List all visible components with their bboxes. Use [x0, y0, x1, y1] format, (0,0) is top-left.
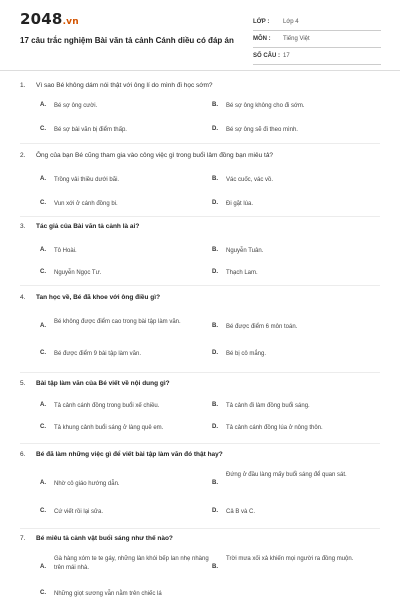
option-text: Đứng ở đầu làng mấy buổi sáng để quan sát.	[226, 472, 347, 478]
divider	[20, 143, 380, 144]
meta-row-grade	[253, 14, 381, 31]
question-number: 7.	[20, 535, 26, 542]
question-5	[20, 380, 380, 431]
option-text: Vác cuốc, vác vồ.	[226, 177, 274, 183]
question-text: Vì sao Bé không dám nói thật với ông lí do mình đi học sớm?	[36, 82, 213, 89]
question-number: 6.	[20, 451, 26, 458]
option-letter: C.	[40, 200, 46, 206]
option-text: Nguyễn Tuân.	[226, 248, 264, 254]
meta-row-count	[253, 48, 381, 65]
option-letter: D.	[212, 126, 218, 132]
option-letter: B.	[212, 247, 218, 253]
question-3	[20, 223, 380, 276]
option-letter: A.	[40, 564, 46, 570]
question-text: Bé miêu tả cảnh vật buổi sáng như thế nào?	[36, 535, 173, 542]
question-4	[20, 294, 380, 357]
option-text: Tả cảnh cánh đồng lúa ở nông thôn.	[226, 425, 323, 431]
option-letter: C.	[40, 350, 46, 356]
option-letter: B.	[212, 480, 218, 486]
option-letter: C.	[40, 590, 46, 596]
question-number: 3.	[20, 223, 26, 230]
option-letter: A.	[40, 102, 46, 108]
option-letter: C.	[40, 269, 46, 275]
option-text: Bé không được điểm cao trong bài tập làm văn.	[54, 319, 181, 325]
question-text: Bé đã làm những việc gì để viết bài tập làm văn đó thật hay?	[36, 451, 223, 458]
option-letter: C.	[40, 424, 46, 430]
meta-label: SỐ CÂU :	[253, 53, 280, 59]
option-text: Bé được điểm 9 bài tập làm văn.	[54, 351, 141, 357]
question-text: Ông của bạn Bé cũng tham gia vào công việc gì trong buổi lâm đồng bạn miêu tả?	[36, 152, 274, 159]
divider	[20, 372, 380, 373]
option-text: Bé sợ bài văn bị điểm thấp.	[54, 127, 127, 133]
logo-main: 2048	[20, 10, 63, 28]
divider	[20, 443, 380, 444]
option-text: Gà hàng xóm te te gáy, những làn khói bếp lan nhẹ nhàng trên mái nhà.	[54, 556, 209, 571]
question-6	[20, 451, 380, 515]
question-number: 1.	[20, 82, 26, 89]
option-text: Đi gặt lúa.	[226, 201, 254, 207]
option-text: Cả B và C.	[226, 509, 256, 515]
question-number: 5.	[20, 380, 26, 387]
divider	[20, 528, 380, 529]
option-text: Trời mưa xối xả khiến mọi người ra đồng muộn.	[226, 556, 354, 562]
divider	[20, 216, 380, 217]
option-text: Bé sợ ông không cho đi sớm.	[226, 103, 305, 109]
logo-suffix: .vn	[62, 17, 79, 27]
option-text: Tô Hoài.	[54, 248, 77, 254]
option-letter: D.	[212, 424, 218, 430]
meta-value: 17	[283, 53, 290, 59]
option-letter: C.	[40, 508, 46, 514]
question-number: 4.	[20, 294, 26, 301]
meta-value: Lớp 4	[283, 19, 299, 25]
question-2	[20, 152, 380, 207]
option-text: Vun xới ở cánh đồng bi.	[54, 201, 118, 207]
option-letter: B.	[212, 176, 218, 182]
question-number: 2.	[20, 152, 26, 159]
option-letter: B.	[212, 102, 218, 108]
option-text: Tả khung cảnh buổi sáng ở làng quê em.	[54, 425, 164, 431]
option-letter: D.	[212, 350, 218, 356]
question-text: Tan học về, Bé đã khoe với ông điều gì?	[36, 294, 161, 301]
meta-row-subject	[253, 31, 381, 48]
site-logo[interactable]	[20, 10, 79, 28]
option-letter: A.	[40, 176, 46, 182]
meta-info	[253, 14, 381, 65]
option-text: Thạch Lam.	[226, 270, 258, 276]
meta-value: Tiếng Việt	[283, 36, 310, 42]
question-text: Bài tập làm văn của Bé viết về nội dung gì?	[36, 380, 170, 387]
option-text: Bé sợ ông sẽ đi theo mình.	[226, 127, 298, 133]
question-text: Tác giả của Bài văn tả cảnh là ai?	[36, 223, 140, 230]
option-letter: B.	[212, 564, 218, 570]
document-title: 17 câu trắc nghiệm Bài văn tả cảnh Cánh diều có đáp án	[20, 36, 234, 45]
option-text: Bé được điểm 6 môn toán.	[226, 324, 298, 330]
divider	[20, 285, 380, 286]
option-letter: C.	[40, 126, 46, 132]
meta-label: MÔN :	[253, 36, 271, 42]
option-text: Những giọt sương vẫn nằm trên chiếc lá	[54, 591, 162, 597]
option-text: Bé sợ ông cười.	[54, 103, 98, 109]
option-text: Nhờ cô giáo hướng dẫn.	[54, 481, 120, 487]
meta-label: LỚP :	[253, 19, 270, 25]
option-letter: B.	[212, 323, 218, 329]
option-text: Cứ viết rồi lại sửa.	[54, 509, 104, 515]
option-letter: A.	[40, 480, 46, 486]
question-7	[20, 535, 380, 597]
document-header	[0, 0, 400, 71]
option-text: Bé bị cô mắng.	[226, 351, 267, 357]
option-letter: D.	[212, 269, 218, 275]
option-letter: D.	[212, 200, 218, 206]
option-letter: A.	[40, 247, 46, 253]
option-letter: A.	[40, 402, 46, 408]
option-letter: B.	[212, 402, 218, 408]
option-text: Trồng vải thiều dưới bãi.	[54, 177, 120, 183]
option-text: Tả cảnh cánh đồng trong buổi xế chiều.	[54, 403, 160, 409]
question-1	[20, 82, 380, 133]
option-letter: D.	[212, 508, 218, 514]
option-letter: A.	[40, 323, 46, 329]
option-text: Nguyễn Ngọc Tư.	[54, 270, 102, 276]
option-text: Tả cảnh đi làm đồng buổi sáng.	[226, 403, 310, 409]
